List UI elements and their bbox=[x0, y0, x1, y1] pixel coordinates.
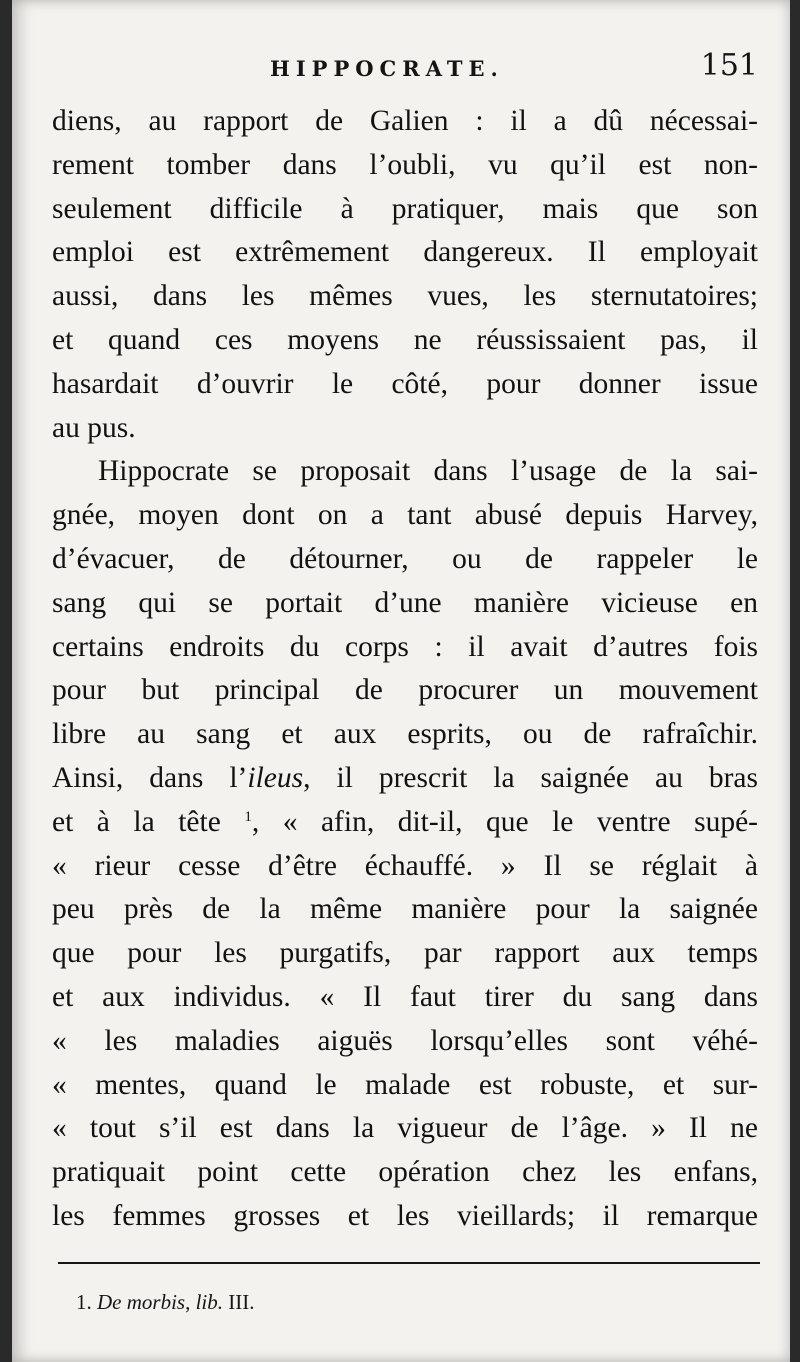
text-line: seulement difficile à pratiquer, mais que son bbox=[52, 192, 758, 225]
text-line: rement tomber dans l’oubli, vu qu’il est non- bbox=[52, 148, 758, 181]
text-line: peu près de la même manière pour la saignée bbox=[52, 893, 758, 926]
text-line: pour but principal de procurer un mouvement bbox=[52, 674, 758, 707]
italic-term: ileus bbox=[247, 761, 304, 794]
text-line bbox=[52, 757, 758, 801]
text-line: pratiquait point cette opération chez les enfans, bbox=[52, 1156, 758, 1189]
text-line: « mentes, quand le malade est robuste, et sur- bbox=[52, 1068, 758, 1101]
text-line: d’évacuer, de détourner, ou de rappeler le bbox=[52, 542, 758, 575]
footnote-number: 1. bbox=[76, 1290, 92, 1314]
text-line: libre au sang et aux esprits, ou de rafraîchir. bbox=[52, 718, 758, 751]
text-fragment: , « afin, dit-il, que le ventre supé- bbox=[251, 805, 758, 838]
text-line: que pour les purgatifs, par rapport aux temps bbox=[52, 937, 758, 970]
body-text bbox=[52, 100, 758, 1239]
page-header bbox=[12, 48, 790, 88]
footnote-reference: 1 bbox=[244, 808, 252, 825]
text-line: certains endroits du corps : il avait d’autres fois bbox=[52, 630, 758, 663]
text-line bbox=[52, 801, 758, 845]
text-line: et aux individus. « Il faut tirer du sang dans bbox=[52, 980, 758, 1013]
footnote-book: III. bbox=[228, 1290, 255, 1314]
text-line: « les maladies aiguës lorsqu’elles sont véhé- bbox=[52, 1024, 758, 1057]
text-line: diens, au rapport de Galien : il a dû nécessai- bbox=[52, 105, 758, 137]
text-line: sang qui se portait d’une manière vicieuse en bbox=[52, 586, 758, 619]
text-line: Hippocrate se proposait dans l’usage de la sai- bbox=[98, 455, 758, 488]
footnote-divider bbox=[58, 1262, 760, 1264]
footnote-separator: , bbox=[185, 1290, 191, 1314]
text-line: et quand ces moyens ne réussissaient pas, il bbox=[52, 323, 758, 356]
text-fragment: et à la tête bbox=[52, 805, 245, 838]
text-line: gnée, moyen dont on a tant abusé depuis Harvey, bbox=[52, 499, 758, 532]
text-line: les femmes grosses et les vieillards; il remarque bbox=[52, 1199, 758, 1232]
running-title: HIPPOCRATE. bbox=[270, 56, 504, 81]
footnote-lib: lib. bbox=[195, 1290, 224, 1314]
text-fragment: Ainsi, dans l’ bbox=[52, 761, 248, 794]
text-fragment: , il prescrit la saignée au bras bbox=[303, 761, 758, 794]
footnote bbox=[76, 1290, 255, 1315]
text-line: emploi est extrêmement dangereux. Il employait bbox=[52, 236, 758, 269]
footnote-work-title: De morbis bbox=[97, 1290, 186, 1314]
text-line: « tout s’il est dans la vigueur de l’âge. » Il ne bbox=[52, 1112, 758, 1145]
text-line: « rieur cesse d’être échauffé. » Il se réglait à bbox=[52, 849, 758, 882]
page-number: 151 bbox=[700, 48, 758, 83]
book-page bbox=[12, 0, 790, 1362]
text-line: aussi, dans les mêmes vues, les sternutatoires; bbox=[52, 280, 758, 313]
text-line: hasardait d’ouvrir le côté, pour donner issue bbox=[52, 367, 758, 400]
text-line: au pus. bbox=[52, 411, 136, 444]
